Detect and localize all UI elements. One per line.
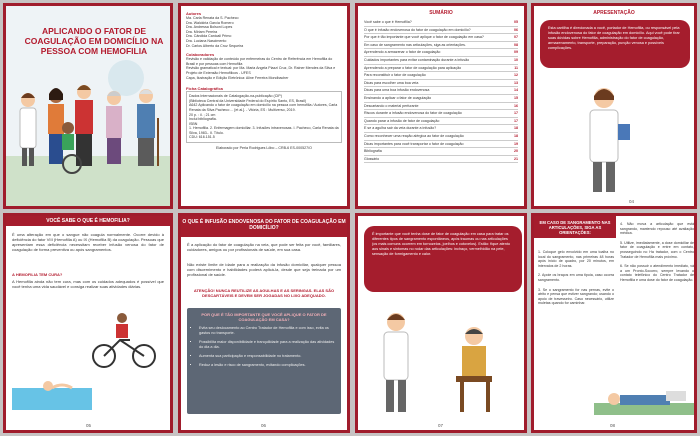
page-number: 06	[261, 423, 267, 428]
left-instructions	[538, 250, 614, 311]
summary-row-page: 20	[514, 149, 518, 154]
summary-row-label: Descartando o material perfurante	[364, 103, 419, 108]
page-joint-bleeding	[531, 213, 697, 433]
summary-row-label: Dicas importantes para você transportar o fator de coagulação	[364, 141, 464, 146]
summary-row-page: 11	[514, 65, 518, 70]
summary-row[interactable]	[364, 148, 518, 156]
summary-row-page: 10	[514, 57, 518, 62]
summary-row-label: Por que é tão importante que você aplique o fator de coagulação em casa?	[364, 35, 484, 40]
cyclist-illustration	[90, 312, 160, 372]
presentation-title: APRESENTAÇÃO	[593, 10, 635, 16]
page-hemophilia	[3, 213, 173, 433]
resting-patient-illustration	[594, 381, 694, 421]
summary-row[interactable]	[364, 156, 518, 164]
summary-row[interactable]	[364, 19, 518, 27]
summary-row[interactable]	[364, 72, 518, 80]
collaborators-text: Revisão e validação de conteúdo por enfermeiras do Centro de Referência em Hemofilia do Brasil e por pessoas com Hemofilia Revisão gramatical e textual: por Ma. Maria Angela Piazzi Cruz, Dr. Rainer Mendes da Silva e Projeto de Extensão Hemofilicos - UFES Capa, Ilustração e Edição Eletrônica: Aline Ferreira Mondbacher	[186, 57, 336, 80]
importance-box	[187, 308, 341, 414]
importance-item: ▪ Possibilita maior disponibilidade e tranquilidade para a realização das atividades do dia a dia.	[199, 340, 337, 350]
summary-row-label: Cuidados importantes para evitar contaminação durante a infusão	[364, 57, 470, 62]
cover-title: APLICANDO O FATOR DE COAGULAÇÃO EM DOMICÍLIO NA PESSOA COM HEMOFILIA	[24, 26, 164, 56]
summary-row-page: 17	[514, 118, 518, 123]
summary-row-label: Dicas para escolher uma boa veia	[364, 80, 419, 85]
page-summary	[355, 3, 527, 209]
page-number: 04	[628, 199, 634, 204]
dose-bubble: É importante que você tenha dose de fator de coagulação em casa para tratar os diferentes tipos de sangramento espontâneos, após traumas ou nas articulações (os mais comuns ocorrem em tornozelos, joelhos e cotovelos). Estão: fique atento aos sinais e sintomas no rodar das articulações: inchaço, vermelhidão na pele, sensação de formigamento e calor.	[364, 226, 522, 292]
cure-text: A Hemofilia ainda não tem cura, mas com os cuidados adequados é possível que você tenha uma vida saudável e consiga realizar suas atividades diárias.	[12, 279, 164, 289]
summary-row[interactable]	[364, 49, 518, 57]
summary-row-page: 21	[514, 156, 518, 161]
summary-row-label: Dicas para uma boa infusão endovenosa	[364, 88, 430, 93]
importance-list	[191, 326, 337, 368]
page-dose-at-home	[355, 213, 527, 433]
summary-row[interactable]	[364, 133, 518, 141]
summary-row-label: Você sabe o que é Hemofilia?	[364, 20, 412, 24]
infusion-text-2: Não existe limite de idade para a realização da infusão domiciliar, qualquer pessoa com discernimento e habilidades poderá aplicá-la, desde que seja treinada por um profissional de saúde.	[187, 262, 341, 277]
summary-row-label: Em caso de sangramento nas articulações, siga as orientações.	[364, 42, 466, 47]
page-number: 08	[610, 423, 616, 428]
summary-row-page: 12	[514, 73, 518, 78]
catalog-card: Dados Internacionais de Catalogação-na-publicação (CIP) (Biblioteca Central da Universidade Federal do Espírito Santo, ES, Brasil) A642 Aplicando o fator de coagulação em domicílio na pessoa com hemofilia / Autores, Carla Renata da Silva Pacheco ... [et al.]. - Vitória, ES : Multiverso, 2019. 20 p. : il. ; 21 cm Inclui bibliografia. ISBN 1. Hemofilia. 2. Enfermagem domiciliar. 3. Infusões intravenosas. I. Pacheco, Carla Renata da Silva, 1983-. II. Título. CDU: 616.151.5	[186, 91, 342, 143]
page-credits	[178, 3, 350, 209]
instruction-step: 4. Não mova a articulação que está sangrando, mantendo repouso até avaliação médica.	[620, 222, 694, 236]
summary-row-page: 08	[514, 42, 518, 47]
summary-row[interactable]	[364, 125, 518, 133]
catalog-footer: Elaborado por Perla Rodrigues Lôbo – CRB-6 ES-000527/O	[216, 146, 312, 151]
summary-row[interactable]	[364, 118, 518, 126]
summary-row[interactable]	[364, 103, 518, 111]
summary-row[interactable]	[364, 110, 518, 118]
cure-question: A HEMOFILIA TEM CURA?	[12, 272, 63, 277]
summary-row-page: 18	[514, 133, 518, 138]
summary-row-page: 05	[514, 20, 518, 24]
importance-item: ▪ Aumenta sua participação e responsabilidade no tratamento.	[199, 354, 337, 359]
summary-row-label: Para reconstituir o fator de coagulação	[364, 73, 426, 78]
catalog-heading: Ficha Catalográfica	[186, 86, 223, 92]
summary-row-label: Aprendendo a armazenar o fator de coagulação	[364, 50, 441, 55]
page-presentation	[531, 3, 697, 209]
summary-row[interactable]	[364, 42, 518, 50]
nurse-patient-illustration	[364, 306, 524, 426]
importance-item: ▪ Evita seu deslocamento ao Centro Tratador de Hemofilia e com isso, evita os gastos no transporte.	[199, 326, 337, 336]
summary-row-page: 06	[514, 27, 518, 32]
summary-list	[364, 19, 518, 163]
summary-row[interactable]	[364, 87, 518, 95]
page-cover	[3, 3, 173, 209]
summary-row-label: Ensinando a aplicar o fator de coagulação	[364, 95, 432, 100]
swimmer-illustration	[12, 376, 92, 410]
summary-row[interactable]	[364, 95, 518, 103]
instruction-step: 2. Apoie os braços em uma tipoia, caso ocorra sangramento.	[538, 273, 614, 282]
instruction-step: 5. Utilize, imediatamente, a dose domiciliar de fator de coagulação e entre em contato, prosseguindo no Ha tratador, com o Centro Tratador de Hemofilia mais próximo.	[620, 240, 694, 259]
summary-row[interactable]	[364, 57, 518, 65]
hemophilia-title: VOCÊ SABE O QUE É HEMOFILIA?	[6, 216, 170, 226]
authors-heading: Autores	[186, 11, 202, 16]
authors-list: Ma. Carla Renata da S. Pacheco Dra. Walckiria Garcia Romero Dra. Andressa Bolsoni Lopes Dra. Miriam Pereira Dra. Cândida Canicali Primo Dra. Luciana Nascimento Dr. Carlos Alberto da Cruz Sequeira	[186, 16, 244, 48]
instruction-step: 6. Se não possuir o atendimento imediato, vá a um Pronto-Socorro, sempre levando o contato telefônico do Centro Tratador de Hemofilia e uma dose do fator de coagulação.	[620, 264, 694, 282]
right-instructions	[620, 222, 694, 288]
page-number: 07	[438, 423, 444, 428]
presentation-bubble: Esta cartilha é direcionada a você, portador de Hemofilia, ou responsável pela infusão endovenosa do fator de coagulação em domicílio. Aqui você pode tirar suas dúvidas sobre Hemofilia, administração do fator de coagulação, armazenamento, transporte, preparação, punção venosa e possíveis complicações.	[540, 20, 690, 68]
summary-row[interactable]	[364, 27, 518, 35]
instruction-step: 3. Se o sangramento for nas pernas, evite o atrito e pensa que estiver sangrando; usando o apoio de travesseiro. Caso necessário, utilize muletas quando for caminhar.	[538, 287, 614, 306]
summary-title: SUMÁRIO	[429, 10, 453, 16]
importance-item: ▪ Reduz a lesão e risco de sangramento, evitando complicações.	[199, 363, 337, 368]
summary-row[interactable]	[364, 65, 518, 73]
summary-row-label: Como reconhecer uma reação alérgica ao fator de coagulação	[364, 133, 464, 138]
summary-row-page: 07	[514, 35, 518, 40]
summary-row-page: 15	[514, 95, 518, 100]
summary-row[interactable]	[364, 34, 518, 42]
family-illustration	[6, 58, 170, 208]
summary-row-page: 17	[514, 111, 518, 116]
hemophilia-text: É uma alteração em que o sangue não coagula normalmente. Ocorre devido à deficiência do fator VIII (Hemofilia A) ou IX (Hemofilia B) da coagulação. Pessoas que apresentam essa deficiência necessitam receber infusão venosa do fator de coagulação de forma preventiva ou após sangramentos.	[12, 232, 164, 252]
summary-row[interactable]	[364, 141, 518, 149]
summary-row-label: Riscos durante a infusão endovenosa do fator de coagulação	[364, 111, 462, 116]
summary-row-label: Quando parar a infusão de fator de coagulação	[364, 118, 440, 123]
infusion-text-1: É a aplicação do fator de coagulação na veia, que pode ser feita por você, familiares, cuidadores, amigos ou por profissionais de saúde, em sua casa.	[187, 242, 341, 252]
page-number: 05	[86, 423, 92, 428]
page-home-infusion	[178, 213, 350, 433]
summary-row-label: Glossário	[364, 156, 380, 161]
summary-row-label: Bibliografia	[364, 149, 382, 154]
infusion-title: O QUE É INFUSÃO ENDOVENOSA DO FATOR DE COAGULAÇÃO EM DOMICÍLIO?	[181, 216, 347, 237]
summary-row-label: Aprendendo a preparar o fator de coagulação para aplicação	[364, 65, 462, 70]
reuse-warning: ATENÇÃO! NUNCA REUTILIZE AS AGULHAS E AS SERINGAS. ELAS SÃO DESCARTÁVEIS E DEVEM SER JOGADAS NO LIXO ADEQUADO.	[193, 288, 335, 298]
instruction-step: 1. Coloque gelo envolvido em uma toalha no local do sangramento, nas primeiras 48 horas após início de quadro, por 20 minutos, em intervalos de 2 horas.	[538, 250, 614, 268]
summary-row[interactable]	[364, 80, 518, 88]
joint-title: EM CASO DE SANGRAMENTO NAS ARTICULAÇÕES, SIGA AS ORIENTAÇÕES:	[534, 216, 616, 238]
summary-row-page: 13	[514, 80, 518, 85]
summary-row-page: 16	[514, 103, 518, 108]
summary-row-label: O que é infusão endovenosa do fator de coagulação em domicílio?	[364, 27, 471, 32]
importance-title: POR QUE É TÃO IMPORTANTE QUE VOCÊ APLIQUE O FATOR DE COAGULAÇÃO EM CASA?	[201, 312, 327, 322]
summary-row-page: 18	[514, 126, 518, 131]
nurse-illustration	[574, 84, 654, 204]
summary-row-page: 14	[514, 88, 518, 93]
summary-row-page: 19	[514, 141, 518, 146]
summary-row-page: 09	[514, 50, 518, 55]
collaborators-heading: Colaboradores	[186, 52, 215, 58]
summary-row-label: E se a agulha sair da veia durante a infusão?	[364, 126, 437, 131]
